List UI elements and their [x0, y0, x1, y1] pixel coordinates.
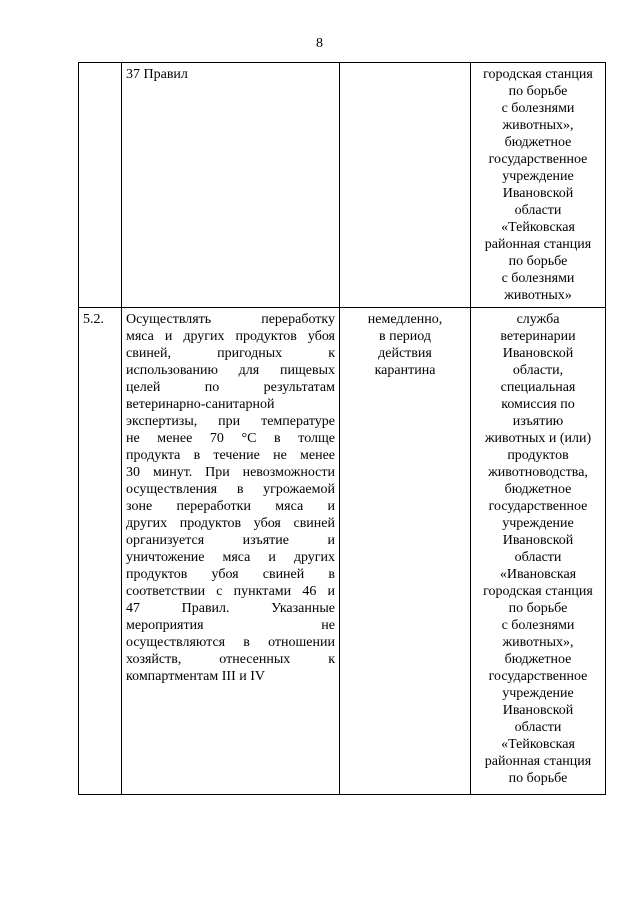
- text-line: ветеринарно-санитарной: [126, 397, 275, 412]
- text-line: продукта в течение не менее: [126, 448, 335, 463]
- text-line: с болезнями: [501, 618, 575, 633]
- text-line: осуществления в угрожаемой: [126, 482, 335, 497]
- text-line: ветеринарии: [500, 329, 576, 344]
- text-line: животноводства,: [488, 465, 588, 480]
- text-line: зоне переработки мяса и: [126, 499, 335, 514]
- page-number: 8: [316, 36, 323, 51]
- text-line: области: [514, 720, 562, 735]
- text-line: городская станция: [483, 584, 593, 599]
- row-number-cell: 5.2.: [79, 308, 122, 795]
- table-row: [79, 63, 606, 308]
- text-line: продуктов: [507, 448, 569, 463]
- text-line: служба: [516, 312, 560, 327]
- responsible-cell: [471, 63, 606, 308]
- text-line: соответствии с пунктами 46 и: [126, 584, 335, 599]
- text-line: Ивановской: [502, 186, 574, 201]
- term-lines: [344, 311, 466, 379]
- text-line: мероприятия не: [126, 618, 335, 633]
- text-line: не менее 70 °С в толще: [126, 431, 335, 446]
- row-number-cell: [79, 63, 122, 308]
- text-line: животных»: [504, 288, 572, 303]
- text-line: «Тейковская: [501, 220, 575, 235]
- text-line: по борьбе: [508, 601, 568, 616]
- term-cell: [340, 63, 471, 308]
- text-line: с болезнями: [501, 101, 575, 116]
- text-line: свиней, пригодных к: [126, 346, 335, 361]
- responsible-lines: [475, 311, 601, 787]
- text-line: «Ивановская: [499, 567, 577, 582]
- text-line: области: [514, 203, 562, 218]
- text-line: животных»,: [502, 635, 574, 650]
- text-line: животных и (или): [484, 431, 592, 446]
- text-line: учреждение: [502, 686, 574, 701]
- text-line: целей по результатам: [126, 380, 335, 395]
- text-line: районная станция: [484, 754, 592, 769]
- measures-table: [78, 62, 606, 795]
- table-row: [79, 308, 606, 795]
- text-line: карантина: [374, 363, 436, 378]
- text-line: Осуществлять переработку: [126, 312, 335, 327]
- text-line: «Тейковская: [501, 737, 575, 752]
- text-line: экспертизы, при температуре: [126, 414, 335, 429]
- text-line: в период: [378, 329, 432, 344]
- text-line: области: [514, 550, 562, 565]
- text-line: комиссия по: [501, 397, 575, 412]
- text-line: области,: [512, 363, 564, 378]
- text-line: специальная: [500, 380, 576, 395]
- text-line: бюджетное: [504, 135, 572, 150]
- text-line: животных»,: [502, 118, 574, 133]
- text-line: городская станция: [483, 67, 593, 82]
- text-line: учреждение: [502, 516, 574, 531]
- text-line: по борьбе: [508, 254, 568, 269]
- text-line: Ивановской: [502, 346, 574, 361]
- term-cell: [340, 308, 471, 795]
- text-line: немедленно,: [367, 312, 443, 327]
- text-line: хозяйств, отнесенных к: [126, 652, 335, 667]
- text-line: по борьбе: [508, 771, 568, 786]
- action-lines: [126, 311, 335, 685]
- text-line: использованию для пищевых: [126, 363, 335, 378]
- text-line: осуществляются в отношении: [126, 635, 335, 650]
- text-line: бюджетное: [504, 652, 572, 667]
- text-line: бюджетное: [504, 482, 572, 497]
- text-line: государственное: [488, 669, 588, 684]
- text-line: Ивановской: [502, 533, 574, 548]
- text-line: 47 Правил. Указанные: [126, 601, 335, 616]
- text-line: других продуктов убоя свиней: [126, 516, 335, 531]
- text-line: по борьбе: [508, 84, 568, 99]
- text-line: районная станция: [484, 237, 592, 252]
- text-line: изъятию: [512, 414, 564, 429]
- responsible-lines: [475, 66, 601, 304]
- text-line: мяса и других продуктов убоя: [126, 329, 335, 344]
- text-line: компартментам III и IV: [126, 669, 266, 684]
- text-line: с болезнями: [501, 271, 575, 286]
- responsible-cell: [471, 308, 606, 795]
- text-line: государственное: [488, 152, 588, 167]
- text-line: действия: [378, 346, 432, 361]
- text-line: государственное: [488, 499, 588, 514]
- text-line: организуется изъятие и: [126, 533, 335, 548]
- action-cell: [122, 308, 340, 795]
- text-line: 30 минут. При невозможности: [126, 465, 335, 480]
- text-line: продуктов убоя свиней в: [126, 567, 335, 582]
- text-line: Ивановской: [502, 703, 574, 718]
- action-cell: 37 Правил: [122, 63, 340, 308]
- text-line: учреждение: [502, 169, 574, 184]
- text-line: уничтожение мяса и других: [126, 550, 335, 565]
